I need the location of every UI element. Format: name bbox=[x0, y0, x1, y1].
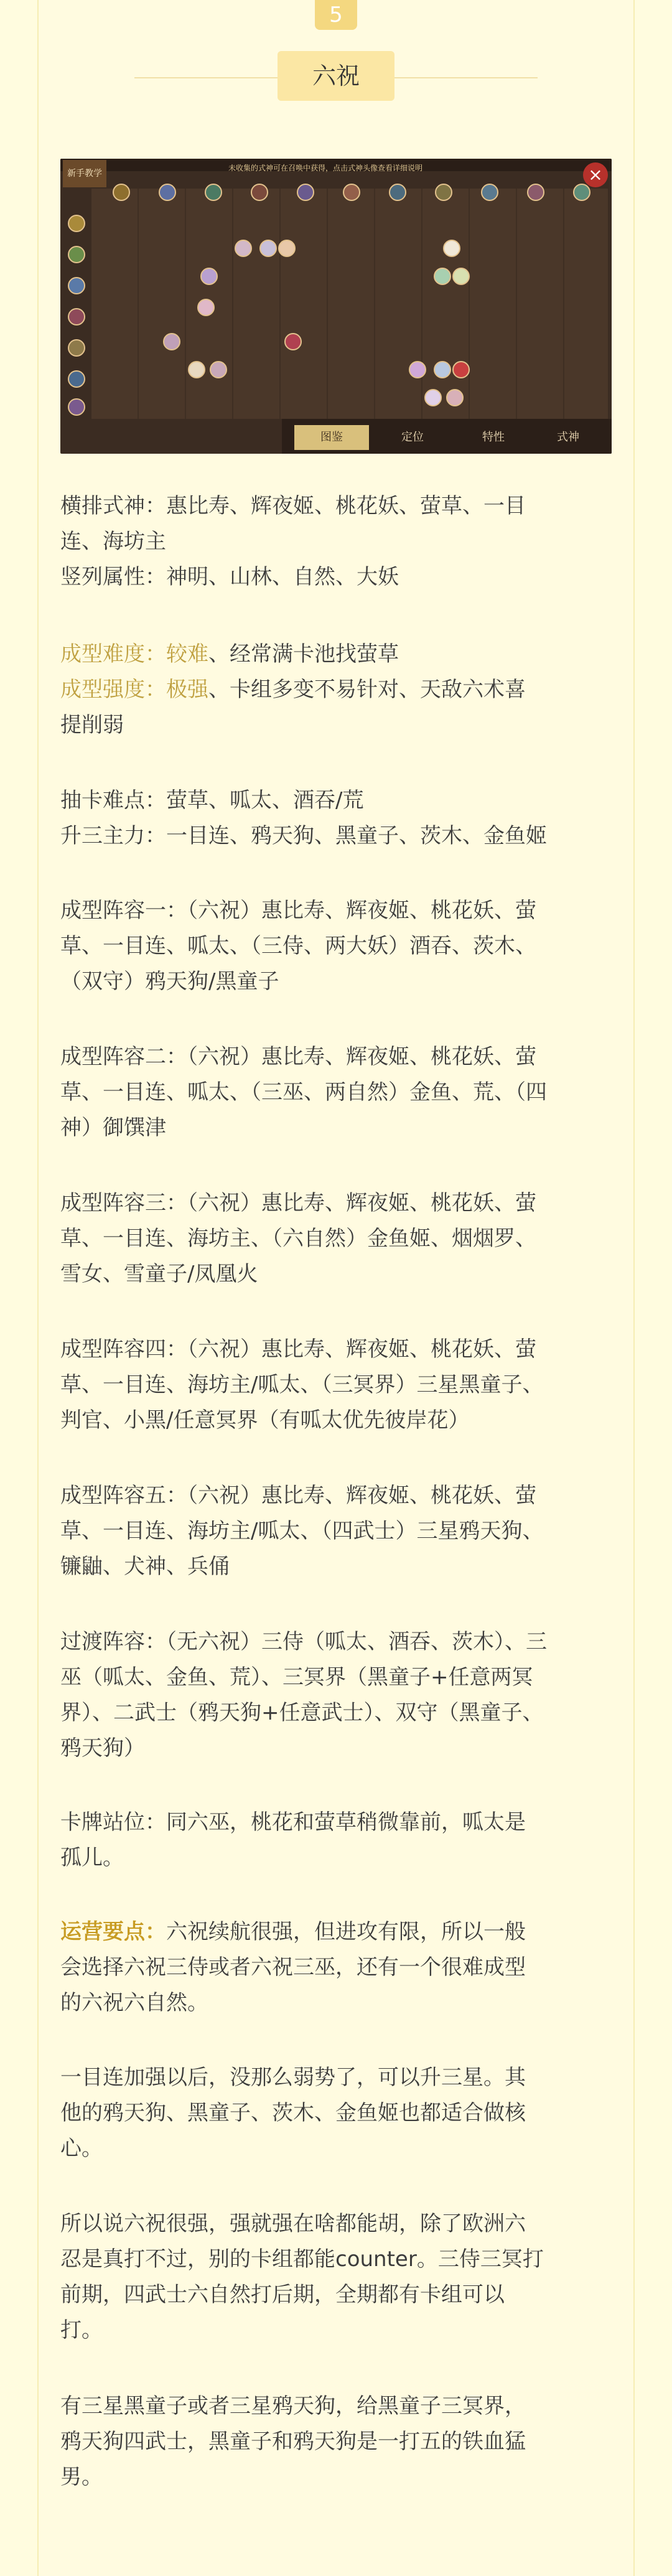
intro-vertical: 竖列属性：神明、山林、自然、大妖 bbox=[60, 564, 399, 589]
difficulty-line bbox=[60, 637, 614, 672]
lineup-five: 成型阵容五：（六祝）惠比寿、辉夜姬、桃花妖、萤 草、一目连、海坊主/呱太、（四武士）三星鸦天狗、 镰鼬、犬神、兵俑 bbox=[60, 1483, 544, 1579]
row-icon bbox=[68, 398, 85, 416]
shikigami-avatar bbox=[278, 240, 296, 257]
lineup-one: 成型阵容一：（六祝）惠比寿、辉夜姬、桃花妖、萤 草、一目连、呱太、（三侍、两大妖）酒吞、茨木、 （双守）鸦天狗/黑童子 bbox=[60, 898, 536, 994]
shikigami-avatar bbox=[163, 333, 180, 350]
screenshot-hint: 未收集的式神可在召唤中获得，点击式神头像查看详细说明 bbox=[228, 164, 423, 172]
column-icon bbox=[481, 184, 498, 201]
lineup-two: 成型阵容二：（六祝）惠比寿、辉夜姬、桃花妖、萤 草、一目连、呱太、（三巫、两自然）金鱼、荒、（四 神）御馔津 bbox=[60, 1044, 547, 1140]
column-icon bbox=[251, 184, 268, 201]
shikigami-avatar bbox=[259, 240, 277, 257]
row-icon bbox=[68, 246, 85, 263]
difficulty-label: 成型难度： bbox=[60, 642, 166, 667]
note-two: 所以说六祝很强，强就强在啥都能胡，除了欧洲六 忍是真打不过，别的卡组都能counter。三侍三冥打 前期，四武士六自然打后期，全期都有卡组可以 打。 bbox=[60, 2211, 544, 2343]
tutorial-badge: 新手教学 bbox=[63, 160, 106, 187]
row-icon bbox=[68, 370, 85, 388]
section-number: 5 bbox=[315, 0, 357, 30]
shikigami-avatar bbox=[452, 361, 470, 378]
strength-rest: 、卡组多变不易针对、天敌六术喜 提削弱 bbox=[60, 677, 526, 738]
shikigami-avatar bbox=[446, 389, 464, 406]
row-icon bbox=[68, 308, 85, 326]
ops-paragraph bbox=[60, 1914, 614, 2021]
tab-traits[interactable]: 特性 bbox=[482, 431, 505, 444]
shikigami-avatar bbox=[200, 268, 218, 285]
strength-line bbox=[60, 672, 614, 743]
shikigami-avatar bbox=[409, 361, 426, 378]
note-one: 一目连加强以后，没那么弱势了，可以升三星。其 他的鸦天狗、黑童子、茨木、金鱼姬也都适合做核 心。 bbox=[60, 2065, 526, 2161]
close-icon[interactable]: × bbox=[583, 162, 608, 187]
column-icon bbox=[573, 184, 590, 201]
screenshot-tab-bar bbox=[282, 419, 612, 454]
shikigami-avatar bbox=[197, 299, 215, 316]
note-three: 有三星黑童子或者三星鸦天狗，给黑童子三冥界， 鸦天狗四武士，黑童子和鸦天狗是一打五的铁血猛 男。 bbox=[60, 2394, 526, 2489]
shikigami-avatar bbox=[434, 361, 451, 378]
ops-label: 运营要点： bbox=[60, 1919, 166, 1944]
difficulty-value: 较难 bbox=[166, 642, 208, 667]
transition-lineup: 过渡阵容：（无六祝）三侍（呱太、酒吞、茨木）、三 巫（呱太、金鱼、荒）、三冥界（黑童子+任意两冥 界）、二武士（鸦天狗+任意武士）、双守（黑童子、 鸦天狗） bbox=[60, 1629, 547, 1761]
column-icon bbox=[343, 184, 360, 201]
column-icon bbox=[205, 184, 222, 201]
shikigami-avatar bbox=[434, 268, 451, 285]
ops-text: 六祝续航很强，但进攻有限，所以一般 会选择六祝三侍或者六祝三巫，还有一个很难成型 的六祝六自然。 bbox=[60, 1919, 526, 2015]
lineup-three: 成型阵容三：（六祝）惠比寿、辉夜姬、桃花妖、萤 草、一目连、海坊主、（六自然）金鱼姬、烟烟罗、 雪女、雪童子/凤凰火 bbox=[60, 1191, 536, 1286]
column-icon bbox=[389, 184, 406, 201]
game-screenshot bbox=[60, 159, 612, 454]
tab-shikigami[interactable]: 式神 bbox=[557, 431, 579, 444]
column-icon bbox=[435, 184, 452, 201]
shikigami-avatar bbox=[424, 389, 442, 406]
tab-collection[interactable]: 图鉴 bbox=[294, 425, 369, 450]
column-icon bbox=[297, 184, 314, 201]
shikigami-avatar bbox=[188, 361, 205, 378]
lineup-four: 成型阵容四：（六祝）惠比寿、辉夜姬、桃花妖、萤 草、一目连、海坊主/呱太、（三冥界）三星黑童子、 判官、小黑/任意冥界（有呱太优先彼岸花） bbox=[60, 1337, 544, 1433]
row-icon bbox=[68, 277, 85, 294]
title-divider-right bbox=[394, 77, 538, 78]
shikigami-avatar bbox=[443, 240, 460, 257]
section-title: 六祝 bbox=[278, 51, 394, 101]
intro-horizontal: 横排式神：惠比寿、辉夜姬、桃花妖、萤草、一目 连、海坊主 bbox=[60, 494, 526, 554]
column-icon bbox=[113, 184, 130, 201]
strength-value: 极强 bbox=[166, 677, 208, 702]
shikigami-grid bbox=[91, 189, 608, 419]
strength-label: 成型强度： bbox=[60, 677, 166, 702]
row-icon bbox=[68, 339, 85, 357]
shikigami-avatar bbox=[284, 333, 302, 350]
card-positions: 卡牌站位：同六巫，桃花和萤草稍微靠前，呱太是 孤儿。 bbox=[60, 1810, 526, 1870]
column-icon bbox=[159, 184, 176, 201]
shikigami-avatar bbox=[210, 361, 227, 378]
title-divider-left bbox=[134, 77, 278, 78]
difficulty-rest: 、经常满卡池找萤草 bbox=[208, 642, 399, 667]
shikigami-avatar bbox=[452, 268, 470, 285]
shikigami-avatar bbox=[235, 240, 252, 257]
column-icon bbox=[527, 184, 544, 201]
draw-difficulty: 抽卡难点：萤草、呱太、酒吞/荒 bbox=[60, 788, 364, 813]
row-icon bbox=[68, 215, 85, 232]
tab-position[interactable]: 定位 bbox=[401, 431, 424, 444]
upgrade-main: 升三主力：一目连、鸦天狗、黑童子、茨木、金鱼姬 bbox=[60, 823, 547, 848]
